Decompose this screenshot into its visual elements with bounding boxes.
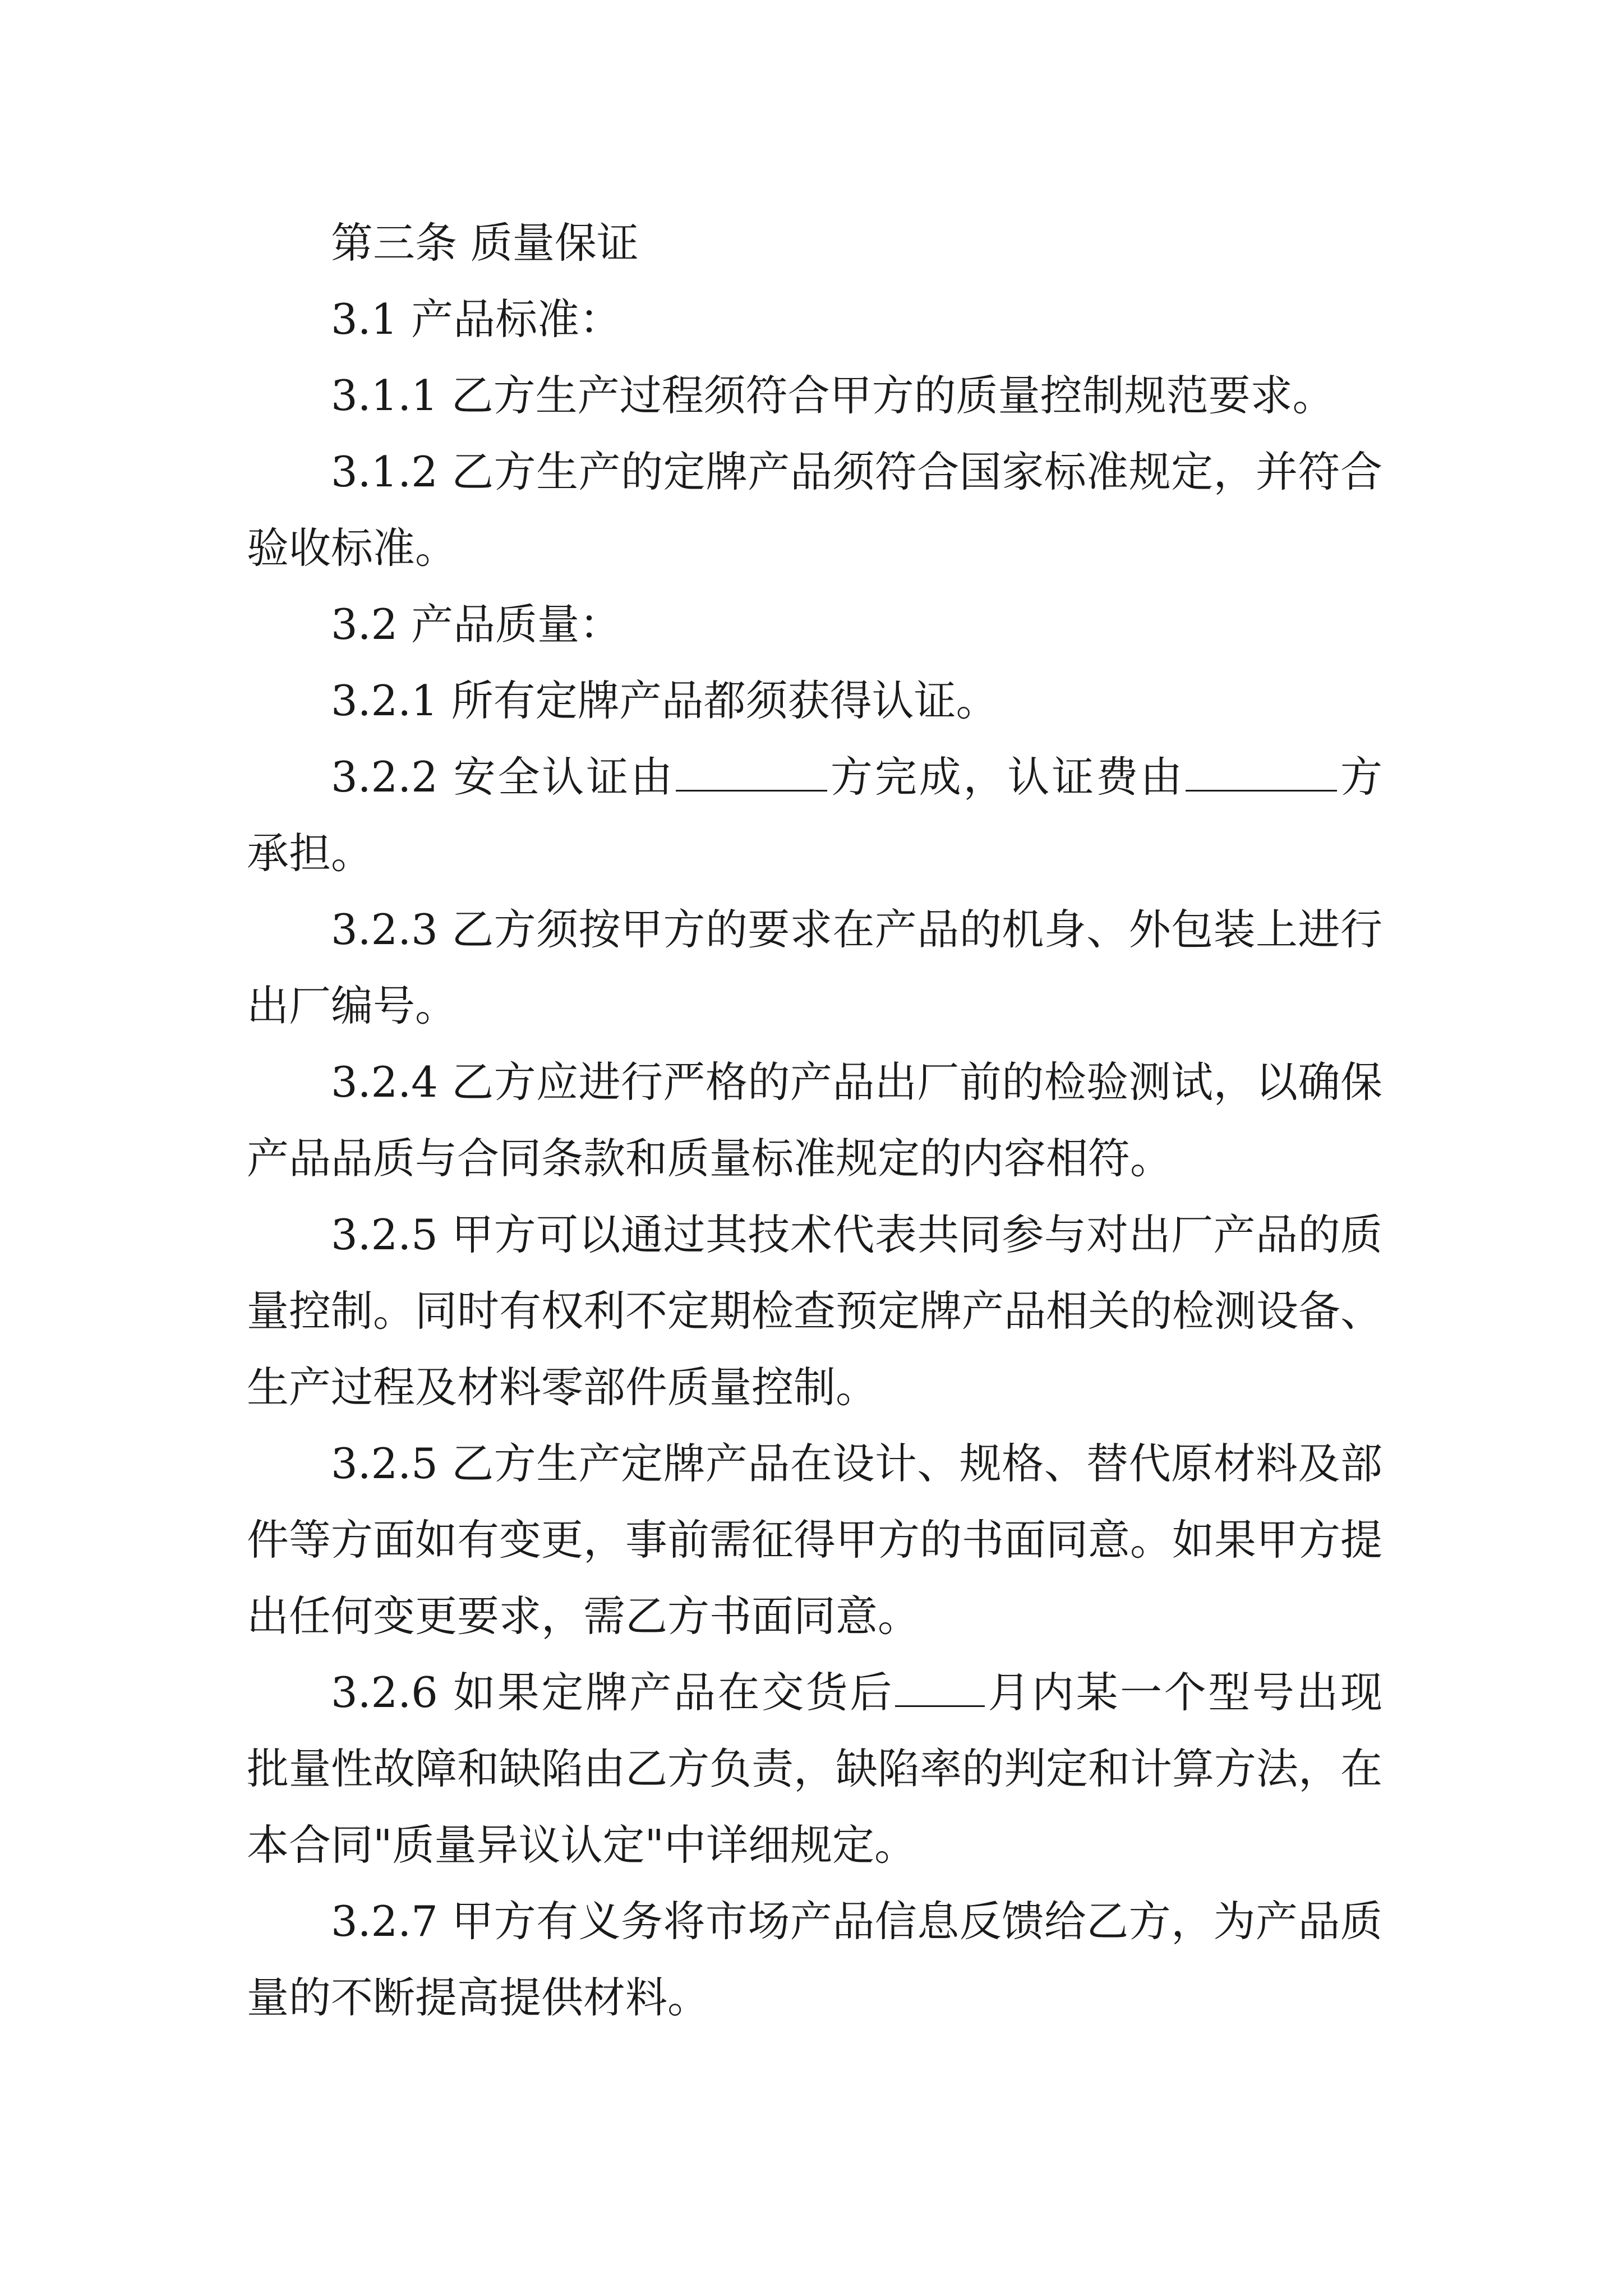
paragraph-3-2-2-part3: 方承担。 — [247, 752, 1382, 878]
fill-in-blank-certifier — [676, 755, 827, 792]
paragraph-3-2-2-part2: 方完成，认证费由 — [828, 752, 1185, 802]
fill-in-blank-fee-payer — [1186, 755, 1337, 792]
paragraph-3-2-6-part2: 月内某一个型号出现批量性故障和缺陷由乙方负责，缺陷率的判定和计算方法，在本合同"质量异议认定"中详细规定。 — [247, 1668, 1383, 1870]
article-title: 第三条 质量保证 — [331, 218, 639, 268]
fill-in-blank-months — [895, 1671, 985, 1707]
paragraph-3-2-6-part1: 3.2.6 如果定牌产品在交货后 — [331, 1668, 894, 1717]
paragraph-3-2-5-b: 3.2.5 乙方生产定牌产品在设计、规格、替代原材料及部件等方面如有变更，事前需征得甲方的书面同意。如果甲方提出任何变更要求，需乙方书面同意。 — [247, 1439, 1383, 1641]
paragraph-3-2-3: 3.2.3 乙方须按甲方的要求在产品的机身、外包装上进行出厂编号。 — [247, 905, 1382, 1030]
section-heading-3-1: 3.1 产品标准： — [331, 295, 622, 344]
section-heading-3-2: 3.2 产品质量： — [331, 600, 622, 649]
paragraph-3-1-2: 3.1.2 乙方生产的定牌产品须符合国家标准规定，并符合验收标准。 — [247, 447, 1382, 573]
paragraph-3-2-2 — [247, 739, 1382, 891]
paragraph-3-2-2-part1: 3.2.2 安全认证由 — [331, 752, 675, 802]
paragraph-3-2-7: 3.2.7 甲方有义务将市场产品信息反馈给乙方，为产品质量的不断提高提供材料。 — [247, 1897, 1382, 2022]
paragraph-3-2-5-a: 3.2.5 甲方可以通过其技术代表共同参与对出厂产品的质量控制。同时有权利不定期检查预定牌产品相关的检测设备、生产过程及材料零部件质量控制。 — [247, 1210, 1383, 1412]
paragraph-3-2-4: 3.2.4 乙方应进行严格的产品出厂前的检验测试，以确保产品品质与合同条款和质量标准规定的内容相符。 — [247, 1057, 1382, 1183]
paragraph-3-1-1: 3.1.1 乙方生产过程须符合甲方的质量控制规范要求。 — [331, 371, 1335, 420]
paragraph-3-2-6 — [247, 1654, 1382, 1883]
contract-text-body — [247, 205, 1382, 2036]
paragraph-3-2-1: 3.2.1 所有定牌产品都须获得认证。 — [331, 676, 998, 725]
